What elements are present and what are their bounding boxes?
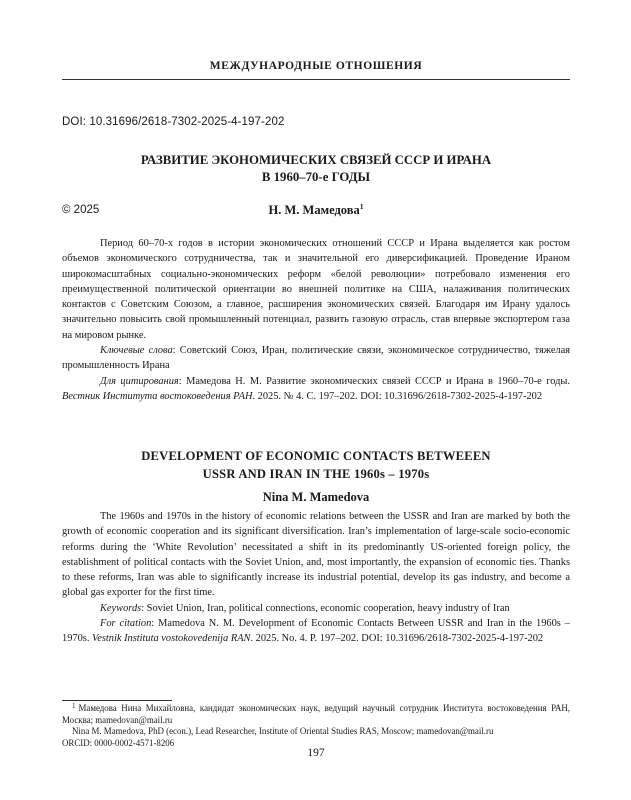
title-russian-line-2: В 1960–70-е ГОДЫ: [261, 170, 371, 184]
citation-english-label: For citation: [100, 618, 152, 630]
title-russian-line-1: РАЗВИТИЕ ЭКОНОМИЧЕСКИХ СВЯЗЕЙ СССР И ИРАНА: [140, 153, 492, 167]
citation-russian-text: : Мамедова Н. М. Развитие экономических связей СССР и Ирана в 1960–70-е годы.: [178, 375, 570, 387]
footnote-russian: [62, 703, 570, 726]
keywords-russian: [62, 343, 570, 374]
citation-russian-journal: Вестник Института востоковедения РАН: [62, 390, 253, 402]
footnote-rule: [62, 700, 172, 701]
citation-russian-label: Для цитирования: [100, 375, 179, 387]
footnote-english: Nina M. Mamedova, PhD (econ.), Lead Researcher, Institute of Oriental Studies RAS, Moscow; mamedovan@mail.ru: [72, 726, 494, 737]
citation-english-tail: . 2025. No. 4. P. 197–202. DOI: 10.31696/2618-7302-2025-4-197-202: [250, 633, 544, 645]
keywords-english-label: Keywords: [100, 602, 142, 614]
doi-line: DOI: 10.31696/2618-7302-2025-4-197-202: [62, 116, 285, 128]
author-russian-name: Н. М. Мамедова: [268, 203, 360, 217]
citation-russian: [62, 374, 570, 405]
footnote-number: 1: [72, 702, 76, 710]
citation-russian-tail: . 2025. № 4. С. 197–202. DOI: 10.31696/2618-7302-2025-4-197-202: [252, 390, 543, 402]
citation-english-text: : Mamedova N. M. Development of Economic Contacts Between USSR and Iran in the 1960s – 1970s.: [62, 618, 570, 645]
copyright-year: © 2025: [62, 204, 100, 216]
journal-section-header: МЕЖДУНАРОДНЫЕ ОТНОШЕНИЯ: [209, 60, 423, 72]
russian-abstract-block: [62, 236, 570, 404]
keywords-russian-label: Ключевые слова: [100, 345, 173, 357]
author-footnote: [62, 703, 570, 750]
header-rule: [62, 79, 570, 80]
author-english: Nina M. Mamedova: [262, 490, 370, 504]
english-abstract-block: [62, 509, 570, 647]
citation-english-journal: Vestnik Instituta vostokovedenija RAN: [92, 633, 251, 645]
keywords-english: [62, 601, 570, 616]
keywords-english-text: : Soviet Union, Iran, political connections, economic cooperation, heavy industry of Iran: [141, 602, 510, 614]
citation-english: [62, 616, 570, 647]
author-footnote-marker: 1: [359, 202, 364, 211]
footnote-russian-text: Мамедова Нина Михайловна, кандидат экономических наук, ведущий научный сотрудник Института востоковедения РАН, Москва; mamedovan@mail.ru: [62, 703, 570, 725]
abstract-russian: Период 60–70-х годов в истории экономических отношений СССР и Ирана выделяется как ростом объемов экономического сотрудничества, так и значительной его диверсификацией. Проведение Ираном широкомасштабных социально-экономических реформ «белой революции» потребовало изменения его преимущественной политической ориентации во внешней политике на США, налаживания политических контактов с Советским Союзом, а главное, расширения экономических связей. Благодаря им Ирану удалось значительно повысить свой промышленный потенциал, развить газовую отрасль, став впервые экспортером газа на мировом рынке.: [62, 238, 570, 341]
title-english: [62, 447, 570, 483]
keywords-russian-text: : Советский Союз, Иран, политические связи, экономическое сотрудничество, тяжелая промышленность Ирана: [62, 345, 571, 372]
title-russian: [62, 152, 570, 186]
title-english-line-2: USSR AND IRAN IN THE 1960s – 1970s: [202, 467, 430, 481]
title-english-line-1: DEVELOPMENT OF ECONOMIC CONTACTS BETWEEEN: [141, 449, 491, 463]
abstract-english: The 1960s and 1970s in the history of economic relations between the USSR and Iran are marked by both the growth of economic cooperation and its significant diversification. Iran’s implementation of large-scale socio-economic reforms during the ‘White Revolution’ necessitated a shift in its predominantly US-oriented foreign policy, the establishment of political contacts with the Soviet Union, and, most importantly, the expansion of economic ties. Thanks to these reforms, Iran was able to significantly increase its industrial potential, develop its gas industry, and become a global gas exporter for the first time.: [62, 511, 570, 599]
author-russian: [62, 203, 570, 218]
footnote-orcid: ORCID: 0000-0002-4571-8206: [62, 738, 175, 749]
page-number: 197: [307, 747, 325, 759]
